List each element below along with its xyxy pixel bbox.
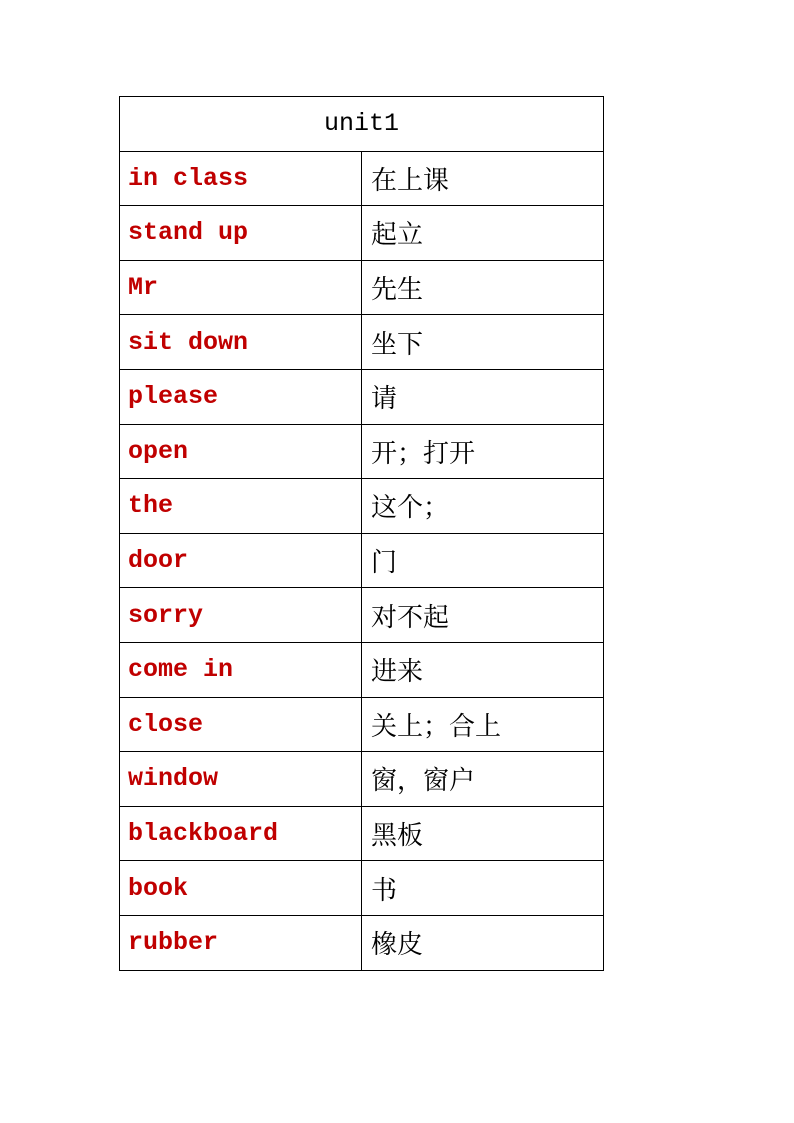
meaning-cell: 请 — [362, 369, 604, 424]
table-row — [120, 806, 604, 861]
table-row — [120, 315, 604, 370]
word-cell: please — [120, 369, 362, 424]
table-row — [120, 697, 604, 752]
table-row — [120, 915, 604, 970]
word-cell: blackboard — [120, 806, 362, 861]
meaning-cell: 橡皮 — [362, 915, 604, 970]
meaning-cell: 关上；合上 — [362, 697, 604, 752]
vocabulary-table-body — [120, 97, 604, 971]
word-cell: come in — [120, 642, 362, 697]
meaning-cell: 黑板 — [362, 806, 604, 861]
meaning-cell: 开；打开 — [362, 424, 604, 479]
meaning-cell: 对不起 — [362, 588, 604, 643]
word-cell: door — [120, 533, 362, 588]
table-row — [120, 424, 604, 479]
meaning-cell: 书 — [362, 861, 604, 916]
table-row — [120, 479, 604, 534]
table-title: unit1 — [120, 97, 604, 152]
word-cell: close — [120, 697, 362, 752]
word-cell: rubber — [120, 915, 362, 970]
table-row — [120, 588, 604, 643]
word-cell: open — [120, 424, 362, 479]
meaning-cell: 窗，窗户 — [362, 752, 604, 807]
word-cell: sit down — [120, 315, 362, 370]
meaning-cell: 起立 — [362, 206, 604, 261]
table-row — [120, 206, 604, 261]
meaning-cell: 坐下 — [362, 315, 604, 370]
word-cell: window — [120, 752, 362, 807]
table-row — [120, 260, 604, 315]
word-cell: in class — [120, 151, 362, 206]
table-row — [120, 151, 604, 206]
table-row — [120, 861, 604, 916]
table-title-row — [120, 97, 604, 152]
meaning-cell: 进来 — [362, 642, 604, 697]
table-row — [120, 533, 604, 588]
word-cell: book — [120, 861, 362, 916]
table-row — [120, 642, 604, 697]
word-cell: stand up — [120, 206, 362, 261]
table-row — [120, 752, 604, 807]
word-cell: the — [120, 479, 362, 534]
word-cell: sorry — [120, 588, 362, 643]
word-cell: Mr — [120, 260, 362, 315]
vocabulary-table — [119, 96, 604, 971]
meaning-cell: 门 — [362, 533, 604, 588]
meaning-cell: 在上课 — [362, 151, 604, 206]
table-row — [120, 369, 604, 424]
meaning-cell: 先生 — [362, 260, 604, 315]
meaning-cell: 这个； — [362, 479, 604, 534]
